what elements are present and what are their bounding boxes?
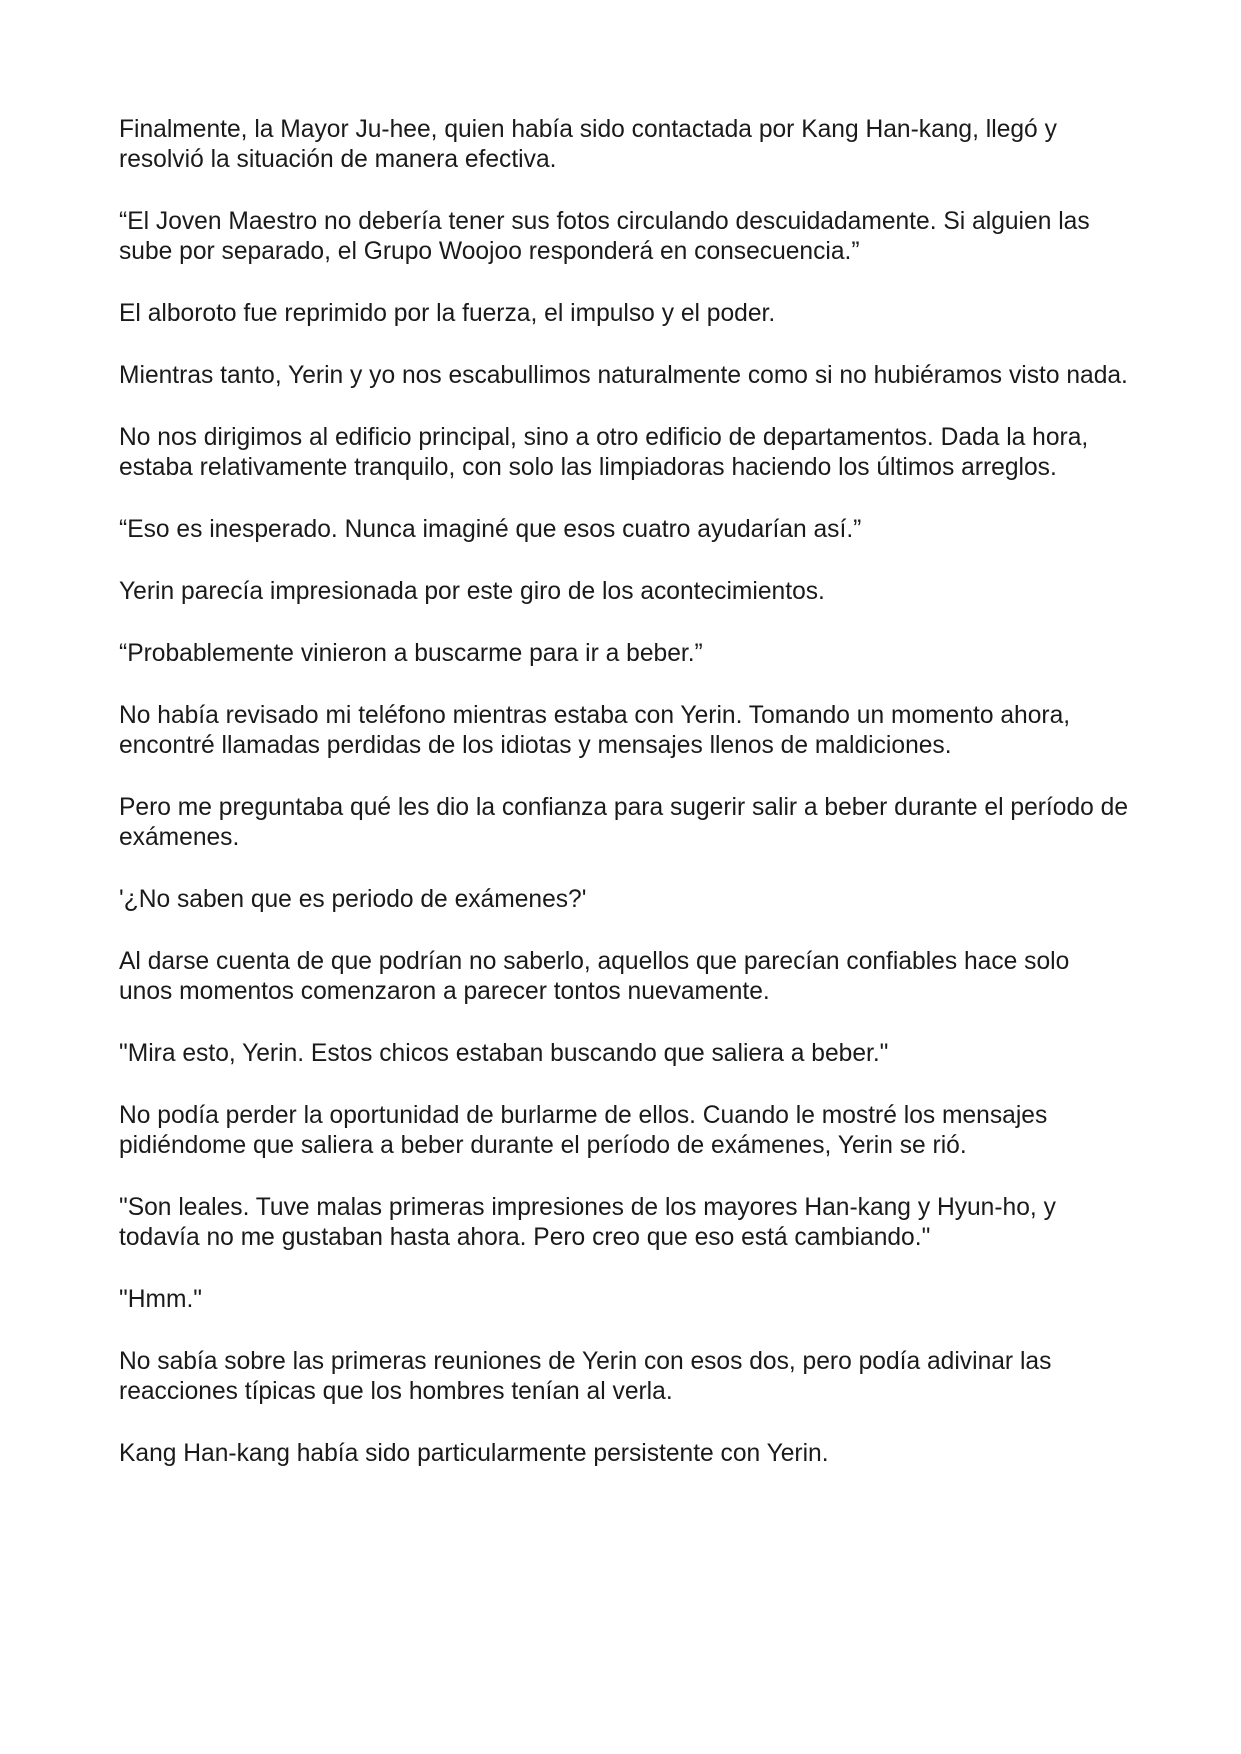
paragraph-13: "Mira esto, Yerin. Estos chicos estaban buscando que saliera a beber." (119, 1040, 889, 1067)
paragraph-1: Finalmente, la Mayor Ju-hee, quien había sido contactada por Kang Han-kang, llegó y resolvió la situación de manera efectiva. (119, 116, 1057, 173)
paragraph-11: '¿No saben que es periodo de exámenes?' (119, 886, 587, 913)
paragraph-9: No había revisado mi teléfono mientras estaba con Yerin. Tomando un momento ahora, encontré llamadas perdidas de los idiotas y mensajes llenos de maldiciones. (119, 702, 1071, 759)
paragraph-5: No nos dirigimos al edificio principal, sino a otro edificio de departamentos. Dada la hora, estaba relativamente tranquilo, con solo las limpiadoras haciendo los últimos arreglos. (119, 424, 1089, 481)
paragraph-8: “Probablemente vinieron a buscarme para ir a beber.” (119, 640, 703, 667)
paragraph-17: No sabía sobre las primeras reuniones de Yerin con esos dos, pero podía adivinar las reacciones típicas que los hombres tenían al verla. (119, 1348, 1052, 1405)
document-body (119, 115, 1129, 1501)
paragraph-18: Kang Han-kang había sido particularmente persistente con Yerin. (119, 1440, 829, 1467)
paragraph-2: “El Joven Maestro no debería tener sus fotos circulando descuidadamente. Si alguien las sube por separado, el Grupo Woojoo responderá en consecuencia.” (119, 208, 1090, 265)
paragraph-4: Mientras tanto, Yerin y yo nos escabullimos naturalmente como si no hubiéramos visto nada. (119, 362, 1128, 389)
paragraph-16: "Hmm." (119, 1286, 203, 1313)
paragraph-14: No podía perder la oportunidad de burlarme de ellos. Cuando le mostré los mensajes pidiéndome que saliera a beber durante el período de exámenes, Yerin se rió. (119, 1102, 1048, 1159)
paragraph-15: "Son leales. Tuve malas primeras impresiones de los mayores Han-kang y Hyun-ho, y todavía no me gustaban hasta ahora. Pero creo que eso está cambiando." (119, 1194, 1056, 1251)
paragraph-7: Yerin parecía impresionada por este giro de los acontecimientos. (119, 578, 825, 605)
paragraph-12: Al darse cuenta de que podrían no saberlo, aquellos que parecían confiables hace solo unos momentos comenzaron a parecer tontos nuevamente. (119, 948, 1070, 1005)
paragraph-3: El alboroto fue reprimido por la fuerza, el impulso y el poder. (119, 300, 776, 327)
paragraph-10: Pero me preguntaba qué les dio la confianza para sugerir salir a beber durante el período de exámenes. (119, 794, 1128, 851)
paragraph-6: “Eso es inesperado. Nunca imaginé que esos cuatro ayudarían así.” (119, 516, 862, 543)
